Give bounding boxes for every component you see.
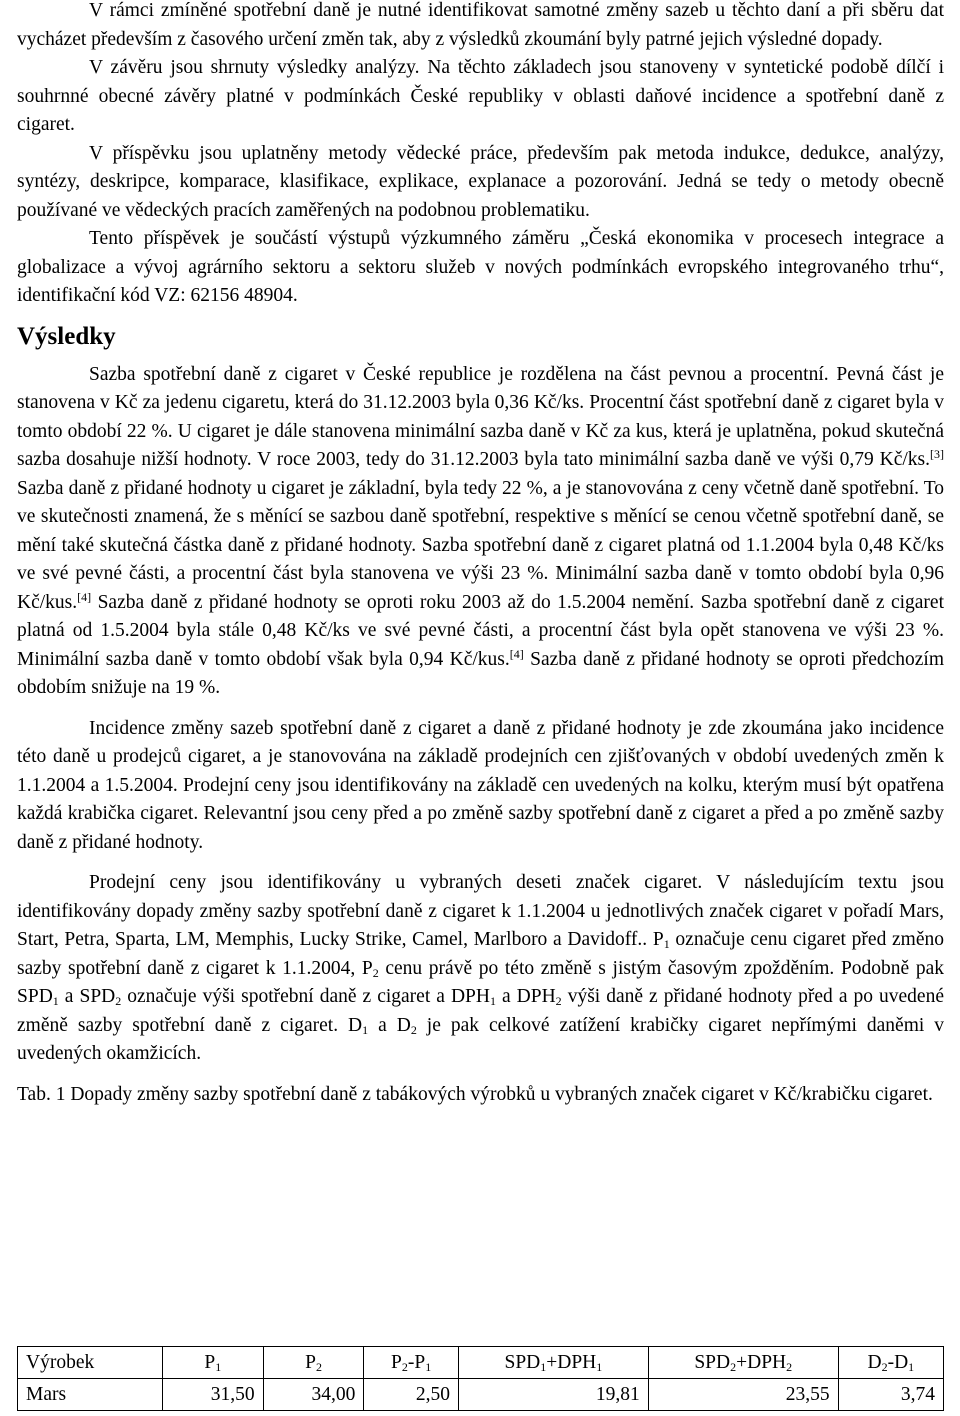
table-cell: 2,50 <box>364 1379 459 1411</box>
paragraph-research-project: Tento příspěvek je součástí výstupů výzkumného záměru „Česká ekonomika v procesech integrace a globalizace a vývoj agrárního sektoru a sektoru služeb v nových podmínkách evropského integrovaného trhu“, identifikační kód VZ: 62156 48904. <box>17 228 944 306</box>
table-cell: 31,50 <box>163 1379 264 1411</box>
table-header-row <box>18 1347 944 1379</box>
citation-ref: [3] <box>930 447 944 461</box>
table-cell: 19,81 <box>458 1379 648 1411</box>
paragraph-tax-rates: Sazba spotřební daně z cigaret v České republice je rozdělena na část pevnou a procentní. Pevná část je stanovena v Kč za jedenu cigaretu, která do 31.12.2003 byla 0,36 Kč/ks. Procentní část spotřební daně z cigaret byla v tomto období 22 %. U cigaret je dále stanovena minimální sazba daně v Kč za kus, která je uplatněna, pokud skutečná sazba dosahuje nižší hodnoty. V roce 2003, tedy do 31.12.2003 byla tato minimální sazba daně ve výši 0,79 Kč/ks.[3] Sazba daně z přidané hodnoty u cigaret je základní, byla tedy 22 %, a je stanovována z ceny včetně daně spotřební. To ve skutečnosti znamená, že s měnící se sazbou daně spotřební, respektive s měnící se cenou včetně spotřební daně, se mění také skutečná částka daně z přidané hodnoty. Sazba spotřební daně z cigaret platná od 1.1.2004 byla 0,48 Kč/ks ve své pevné části, a procentní část byla stanovena ve výši 23 %. Minimální sazba daně v tomto období byla 0,96 Kč/kus.[4] Sazba daně z přidané hodnoty se oproti roku 2003 až do 1.5.2004 nemění. Sazba spotřební daně z cigaret platná od 1.5.2004 byla stále 0,48 Kč/ks ve své pevné části, a procentní část byla opět stanovena ve výši 23 %. Minimální sazba daně v tomto období však byla 0,94 Kč/kus.[4] Sazba daně z přidané hodnoty se oproti předchozím obdobím snižuje na 19 %. <box>17 363 945 698</box>
paragraph-incidence: Incidence změny sazeb spotřební daně z cigaret a daně z přidané hodnoty je zde zkoumána jako incidence této daně u prodejců cigaret, a je stanovována na základě prodejních cen zjišťovaných v období uvedených změn k 1.1.2004 a 1.5.2004. Prodejní ceny jsou identifikovány na základě cen uvedených na kolku, kterým musí být opatřena každá krabička cigaret. Relevantní jsou ceny před a po změně sazby spotřební daně z cigaret a před a po změně sazby daně z přidané hodnoty. <box>17 717 944 853</box>
paragraph-methodology-intro: V rámci zmíněné spotřební daně je nutné identifikovat samotné změny sazeb u těchto daní a při sběru dat vycházet především z časového určení změn tak, aby z výsledků zkoumání byly patrné jejich výsledné dopady. V závěru jsou shrnuty výsledky analýzy. Na těchto základech jsou stanoveny v syntetické podobě dílčí i souhrnné obecné závěry platné v podmínkách České republiky v oblasti daňové incidence a spotřební daně z cigaret. <box>17 0 944 135</box>
column-header: $P_2-P_1$ <box>364 1347 459 1379</box>
column-header: $D_2-D_1$ <box>838 1347 943 1379</box>
table-cell: 3,74 <box>838 1379 943 1411</box>
column-header: Výrobek <box>18 1347 163 1379</box>
column-header: $P_2$ <box>263 1347 364 1379</box>
table-caption: Tab. 1 Dopady změny sazby spotřební daně z tabákových výrobků u vybraných značek cigaret v Kč/krabičku cigaret. <box>17 1083 933 1105</box>
column-header: $SPD_1+DPH_1$ <box>458 1347 648 1379</box>
section-heading-results: Výsledky <box>17 322 116 350</box>
table-cell: Mars <box>18 1379 163 1411</box>
column-header: $SPD_2+DPH_2$ <box>648 1347 838 1379</box>
citation-ref: [4] <box>77 589 92 604</box>
table-cell: 23,55 <box>648 1379 838 1411</box>
paragraph-price-identification: Prodejní ceny jsou identifikovány u vybraných deseti značek cigaret. V následujícím textu jsou identifikovány dopady změny sazby spotřební daně z cigaret k 1.1.2004 u jednotlivých značek cigaret v pořadí Mars, Start, Petra, Sparta, LM, Memphis, Lucky Strike, Camel, Marlboro a Davidoff.. $P_1$ označuje cenu cigaret před změno sazby spotřební daně z cigaret k 1.1.2004, $P_2$ cenu právě po této změně s jistým časovým zpožděním. Podobně pak $SPD_1$ a $SPD_2$ označuje výši spotřební daně z cigaret a $DPH_1$ a $DPH_2$ výši daně z přidané hodnoty před a po uvedené změně sazby spotřební daně z cigaret. $D_1$ a $D_2$ je pak celkové zatížení krabičky cigaret nepřímými daněmi v uvedených okamžicích. <box>17 872 945 1064</box>
table-cell: 34,00 <box>263 1379 364 1411</box>
document-page <box>17 0 944 1109</box>
citation-ref: [4] <box>509 646 524 661</box>
column-header: $P_1$ <box>163 1347 264 1379</box>
tax-impact-table <box>17 1346 944 1411</box>
paragraph-methods: V příspěvku jsou uplatněny metody vědecké práce, především pak metoda indukce, dedukce, analýzy, syntézy, deskripce, komparace, klasifikace, explikace, explanace a pozorování. Jedná se tedy o metody obecně používané ve vědeckých pracích zaměřených na podobnou problematiku. <box>17 142 944 221</box>
table-row <box>18 1379 944 1411</box>
